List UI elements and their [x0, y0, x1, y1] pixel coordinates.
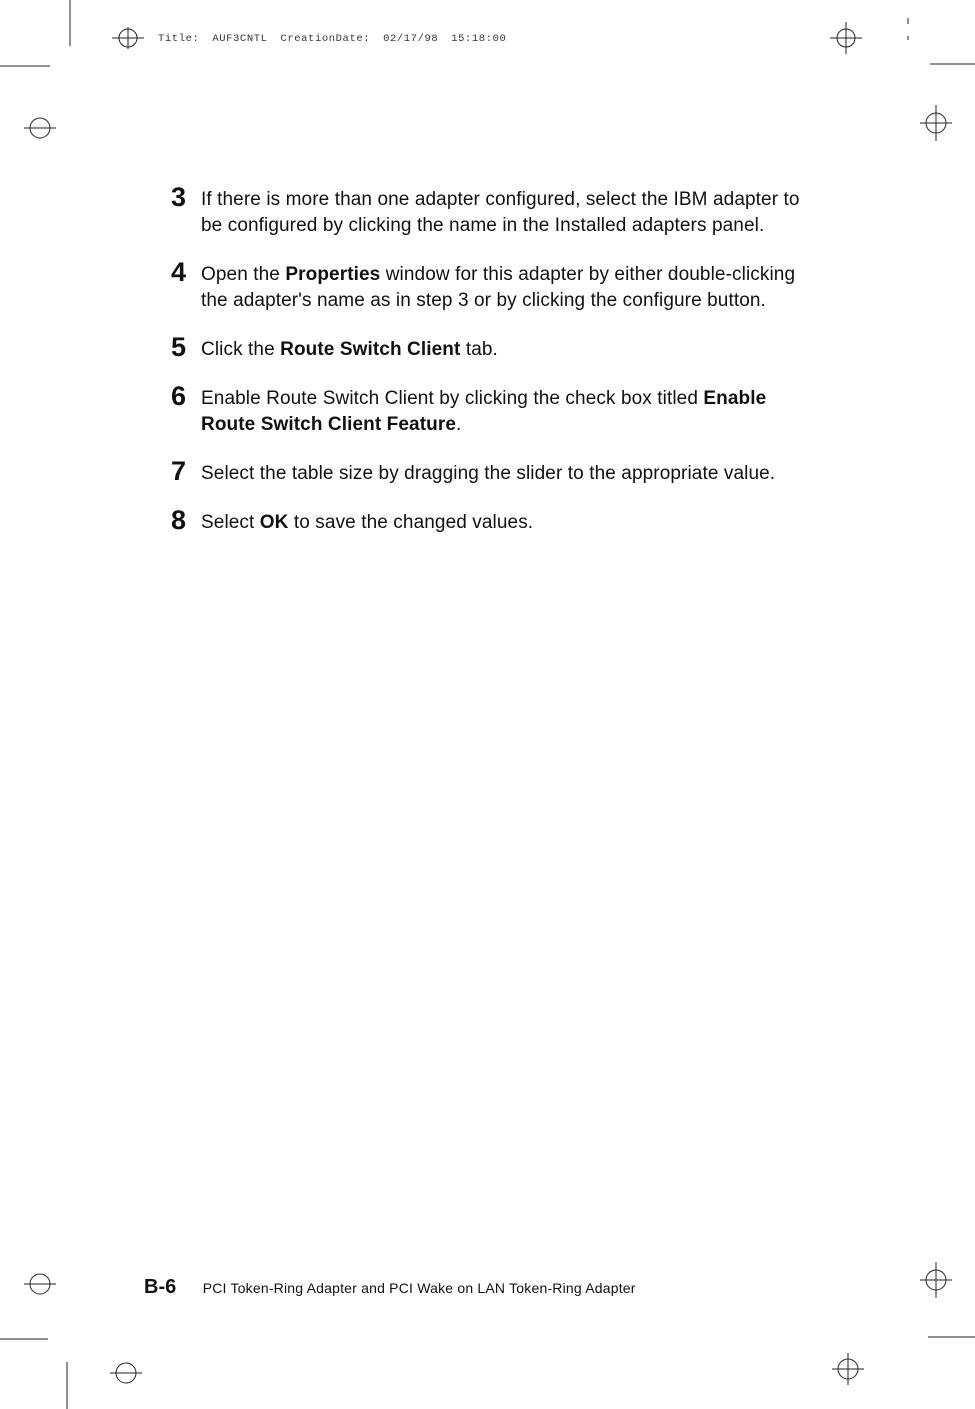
step-number: 7: [171, 456, 187, 486]
step-text: If there is more than one adapter configured, select the IBM adapter to be configured by clicking the name in the Installed adapters panel.: [201, 189, 800, 236]
registration-target-icon: [830, 22, 862, 54]
step-item: [171, 456, 811, 487]
procedure-steps: [171, 182, 811, 559]
step-item: [171, 182, 811, 239]
registration-target-icon: [112, 27, 144, 49]
registration-target-icon: [24, 118, 56, 138]
step-item: [171, 332, 811, 363]
registration-target-icon: [24, 1274, 56, 1294]
creation-date-label: CreationDate:: [280, 33, 371, 45]
creation-header: [158, 33, 506, 45]
registration-target-icon: [920, 105, 952, 141]
page-footer: [144, 1276, 636, 1299]
step-text: Click the Route Switch Client tab.: [201, 339, 498, 360]
creation-time-value: 15:18:00: [451, 33, 507, 45]
page-number: B-6: [144, 1276, 177, 1298]
step-number: 5: [171, 332, 187, 362]
registration-target-icon: [110, 1363, 142, 1383]
registration-target-icon: [920, 1262, 952, 1298]
step-item: [171, 257, 811, 314]
book-title: PCI Token-Ring Adapter and PCI Wake on LAN Token-Ring Adapter: [202, 1279, 636, 1296]
step-text: Enable Route Switch Client by clicking the check box titled Enable Route Switch Client Feature.: [201, 388, 767, 435]
step-item: [171, 505, 811, 536]
step-number: 8: [171, 505, 187, 535]
title-value: AUF3CNTL: [212, 33, 268, 45]
step-item: [171, 381, 811, 438]
creation-date-value: 02/17/98: [383, 33, 439, 45]
step-number: 3: [171, 182, 187, 212]
title-label: Title:: [158, 33, 200, 45]
step-number: 4: [171, 257, 187, 287]
registration-target-icon: [832, 1353, 864, 1385]
step-text: Select the table size by dragging the slider to the appropriate value.: [201, 463, 776, 484]
step-number: 6: [171, 381, 187, 411]
step-text: Open the Properties window for this adapter by either double-clicking the adapter's name as in step 3 or by clicking the configure button.: [201, 264, 796, 311]
step-text: Select OK to save the changed values.: [201, 512, 534, 533]
